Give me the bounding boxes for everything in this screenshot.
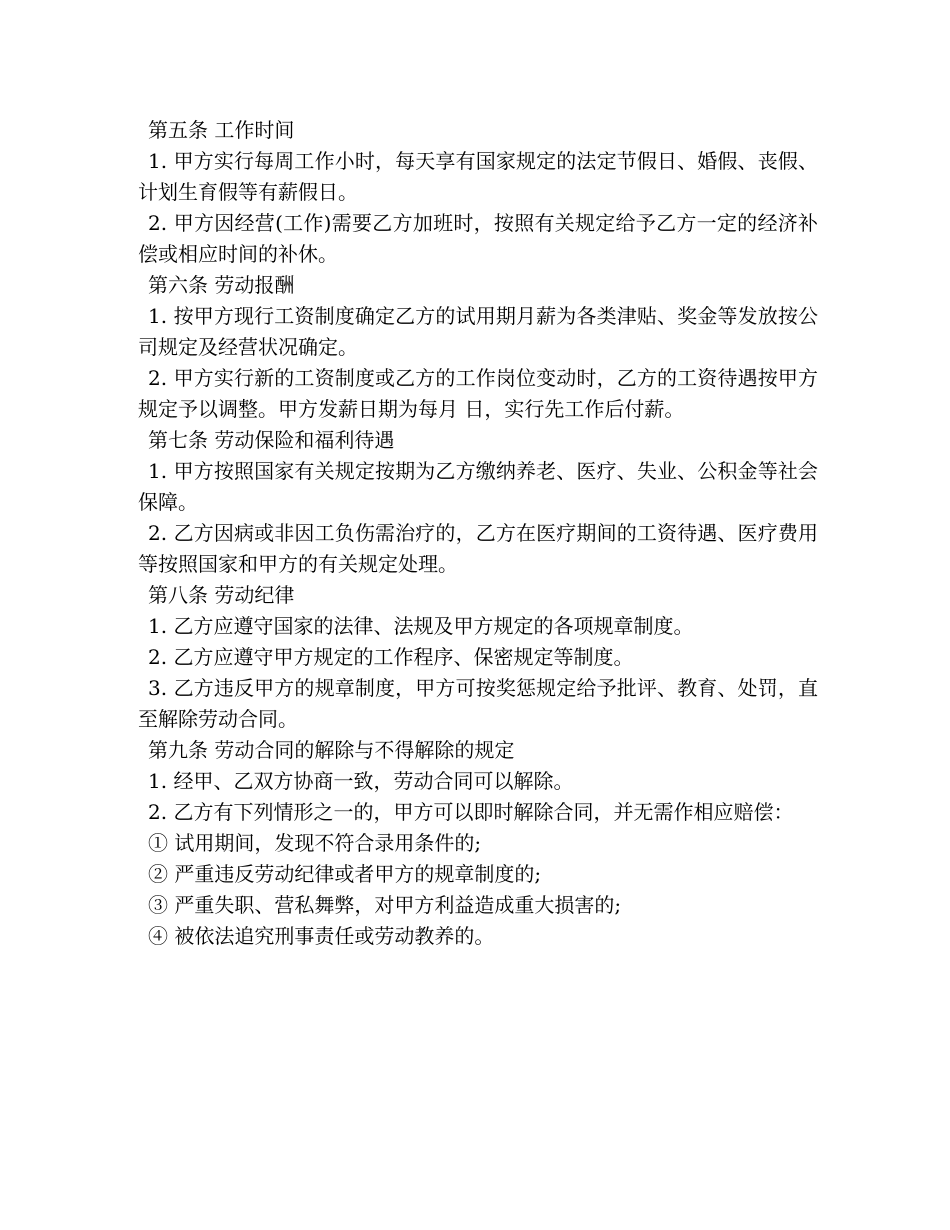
- list-item: ① 试用期间，发现不符合录用条件的;: [148, 831, 482, 855]
- paragraph: 1. 按甲方现行工资制度确定乙方的试用期月薪为各类津贴、奖金等发放按公司规定及经营状况确定。: [138, 304, 818, 359]
- paragraph: 2. 甲方因经营(工作)需要乙方加班时，按照有关规定给予乙方一定的经济补偿或相应时间的补休。: [138, 211, 818, 266]
- article-heading-7: 第七条 劳动保险和福利待遇: [148, 428, 395, 452]
- list-item: ② 严重违反劳动纪律或者甲方的规章制度的;: [148, 862, 542, 886]
- paragraph: 3. 乙方违反甲方的规章制度，甲方可按奖惩规定给予批评、教育、处罚，直至解除劳动合同。: [138, 676, 818, 731]
- list-item: ③ 严重失职、营私舞弊，对甲方利益造成重大损害的;: [148, 893, 622, 917]
- paragraph: 1. 经甲、乙双方协商一致，劳动合同可以解除。: [148, 769, 574, 793]
- paragraph: 1. 甲方按照国家有关规定按期为乙方缴纳养老、医疗、失业、公积金等社会保障。: [138, 459, 818, 514]
- paragraph: 1. 甲方实行每周工作小时，每天享有国家规定的法定节假日、婚假、丧假、计划生育假等有薪假日。: [138, 149, 818, 204]
- paragraph: 1. 乙方应遵守国家的法律、法规及甲方规定的各项规章制度。: [148, 614, 694, 638]
- article-heading-5: 第五条 工作时间: [148, 118, 295, 142]
- paragraph: 2. 乙方因病或非因工负伤需治疗的，乙方在医疗期间的工资待遇、医疗费用等按照国家和甲方的有关规定处理。: [138, 521, 818, 576]
- paragraph: 2. 甲方实行新的工资制度或乙方的工作岗位变动时，乙方的工资待遇按甲方规定予以调整。甲方发薪日期为每月 日，实行先工作后付薪。: [138, 366, 818, 421]
- paragraph: 2. 乙方应遵守甲方规定的工作程序、保密规定等制度。: [148, 645, 634, 669]
- article-heading-6: 第六条 劳动报酬: [148, 273, 295, 297]
- document-body: [138, 115, 818, 952]
- list-item: ④ 被依法追究刑事责任或劳动教养的。: [148, 924, 495, 948]
- paragraph: 2. 乙方有下列情形之一的，甲方可以即时解除合同，并无需作相应赔偿：: [148, 800, 794, 824]
- article-heading-8: 第八条 劳动纪律: [148, 583, 295, 607]
- article-heading-9: 第九条 劳动合同的解除与不得解除的规定: [148, 738, 515, 762]
